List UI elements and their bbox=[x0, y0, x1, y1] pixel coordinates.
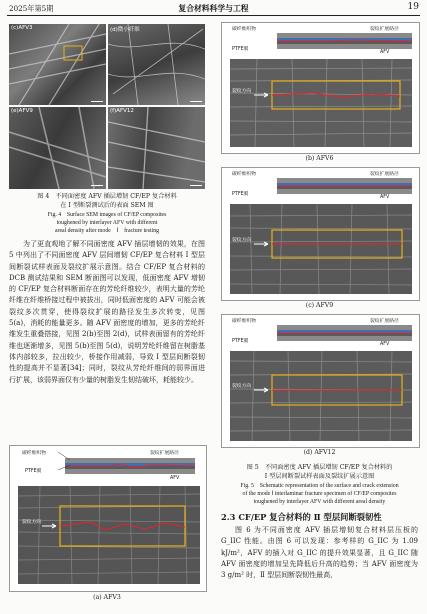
fig5c-subcaption: (c) AFV9 bbox=[305, 302, 334, 309]
fig5d-subcaption: (d) AFV12 bbox=[303, 449, 336, 456]
paragraph-text: 为了更直观地了解不同面密度 AFV 插层增韧的效果，在图 5 中列出了不同面密度 AFV 层间增韧 CF/EP 复合材料 Ⅰ 型层间断裂试样表面及裂纹扩展示意图。结合 CF/EP 复合材料的 DCB 测试结果和 SEM 断面图可以发现，低面密度 AFV 增韧的 CF/EP 复合材料断面存在的芳纶纤维较少，表明大量的芳纶纤维在纤维桥接过程中被拔出，同时低面密度的 AFV 可能会被裂纹多次贯穿，使得裂纹扩展的路径发生多次转变，见图 5(a)，消耗的能量更多。随 AFV 面密度的增加，更多的芳纶纤维发生重叠搭接，见图 2(b)至图 2(d)，试样表面留有的芳纶纤维也逐渐增多，见图 5(b)至图 5(d)，说明芳纶纤维留在树脂基体内部较多，拉出较少，桥接作用减弱，导致 Ⅰ 型层间断裂韧性的提高并不显著[34]；同时，裂纹从芳纶纤维间的弱界面进行扩展，该弱界面仅有少量的树脂发生韧结破坏，耗能较少。 bbox=[9, 240, 205, 384]
caption-cn-line: 图 4 不同面密度 AFV 插层增韧 CF/EP 复合材料 bbox=[37, 193, 177, 200]
sem-fibers-c bbox=[9, 24, 106, 105]
fig5a-subcaption: (a) AFV3 bbox=[93, 594, 121, 601]
figure-5-caption-en bbox=[221, 482, 418, 506]
paragraph-text: 图 6 为不同面密度 AFV 插层增韧复合材料层压板的 G_IIC 性能。由图 6 可以发现：参考样的 G_IIC 为 1.09 kJ/m²，AFV 的插入对 G_IIC 的提升效果显著，且 G_IIC 随 AFV 面密度的增加呈先降低后升高的趋势；当 AFV 面密度为 3 g/m² 时，Ⅱ 型层间断裂韧性最高， bbox=[221, 526, 418, 580]
caption-cn-line: 图 5 不同面密度 AFV 插层增韧 CF/EP 复合材料的 bbox=[246, 464, 393, 471]
figure-5b-panel bbox=[221, 22, 420, 154]
caption-en-line: toughened by interlayer AFV with different bbox=[56, 220, 158, 226]
figure-4-caption bbox=[9, 192, 205, 210]
figure-5a-panel bbox=[9, 445, 207, 592]
label-ptfe-film: PTFE膜 bbox=[25, 469, 42, 474]
section-title: CF/EP 复合材料的 Ⅱ 型层间断裂韧性 bbox=[238, 512, 382, 522]
label-crack-path: 裂纹扩展路径 bbox=[150, 451, 179, 456]
label-afv: AFV bbox=[380, 50, 390, 55]
sem-panel-e bbox=[9, 107, 106, 189]
label-ptfe-film: PTFE膜 bbox=[232, 192, 249, 197]
figure-4-sem-grid bbox=[9, 24, 205, 189]
label-crack-path: 裂纹扩展路径 bbox=[370, 172, 399, 177]
scale-bar bbox=[91, 185, 103, 186]
figure-5d-panel bbox=[221, 314, 420, 448]
caption-cn-line: 在 Ⅰ 型断裂测试后的表面 SEM 图 bbox=[60, 202, 154, 209]
panel-label-f: (f)AFV12 bbox=[110, 108, 134, 114]
label-ptfe-film: PTFE膜 bbox=[232, 47, 249, 52]
label-crack-direction: 裂纹方向 bbox=[232, 89, 252, 94]
sem-fibers-d bbox=[108, 24, 205, 105]
label-carbon-fabric: 碳纤维织物 bbox=[232, 27, 256, 32]
scale-bar bbox=[91, 101, 103, 102]
scale-bar bbox=[190, 101, 202, 102]
label-afv: AFV bbox=[380, 195, 390, 200]
section-paragraph bbox=[221, 525, 418, 611]
label-crack-direction: 裂纹方向 bbox=[232, 384, 252, 389]
fig5b-diagram bbox=[222, 23, 419, 153]
label-afv: AFV bbox=[170, 476, 180, 481]
sem-panel-c bbox=[9, 24, 106, 105]
fig5b-subcaption: (b) AFV6 bbox=[305, 155, 334, 162]
label-crack-direction: 裂纹方向 bbox=[232, 238, 252, 243]
caption-cn-line: Ⅰ 型层间断裂试样表面及裂纹扩展示意图 bbox=[264, 473, 375, 480]
panel-label-e: (e)AFV9 bbox=[11, 108, 33, 114]
fig5c-diagram bbox=[222, 168, 419, 300]
label-afv: AFV bbox=[380, 342, 390, 347]
figure-5-caption bbox=[221, 463, 418, 481]
body-paragraph bbox=[9, 239, 205, 439]
panel-label-d: (d)微小纤维 bbox=[110, 27, 140, 33]
journal-title: 复合材料科学与工程 bbox=[178, 4, 249, 13]
section-number: 2.3 bbox=[221, 512, 236, 522]
label-carbon-fabric: 碳纤维织物 bbox=[232, 319, 256, 324]
caption-en-line: Fig. 5 Schematic representation of the surface and crack extension bbox=[240, 483, 399, 489]
figure-5c-panel bbox=[221, 167, 420, 301]
caption-en-line: areal density after mode Ⅰ fracture testing bbox=[54, 228, 160, 234]
label-crack-direction: 裂纹方向 bbox=[22, 520, 42, 525]
issue-label: 2025年第5期 bbox=[9, 4, 54, 13]
label-crack-path: 裂纹扩展路径 bbox=[370, 319, 399, 324]
section-heading bbox=[221, 511, 418, 523]
label-crack-path: 裂纹扩展路径 bbox=[370, 27, 399, 32]
sem-panel-d bbox=[108, 24, 205, 105]
label-carbon-fabric: 碳纤维织物 bbox=[22, 451, 46, 456]
figure-4-caption-en bbox=[9, 211, 205, 235]
caption-en-line: of the mode Ⅰ interlaminar fracture specimen of CF/EP composites bbox=[242, 491, 397, 497]
panel-label-c: (c)AFV3 bbox=[11, 25, 33, 31]
sem-fibers-e bbox=[9, 107, 106, 189]
sem-panel-f bbox=[108, 107, 205, 189]
label-carbon-fabric: 碳纤维织物 bbox=[232, 172, 256, 177]
label-ptfe-film: PTFE膜 bbox=[232, 339, 249, 344]
header-rule bbox=[7, 15, 420, 16]
caption-en-line: toughened by interlayer AFV with different areal density bbox=[253, 499, 386, 505]
page-number: 19 bbox=[407, 2, 419, 12]
scale-bar bbox=[190, 185, 202, 186]
fig5d-diagram bbox=[222, 315, 419, 447]
caption-en-line: Fig. 4 Surface SEM images of CF/EP composites bbox=[47, 212, 167, 218]
sem-fibers-f bbox=[108, 107, 205, 189]
